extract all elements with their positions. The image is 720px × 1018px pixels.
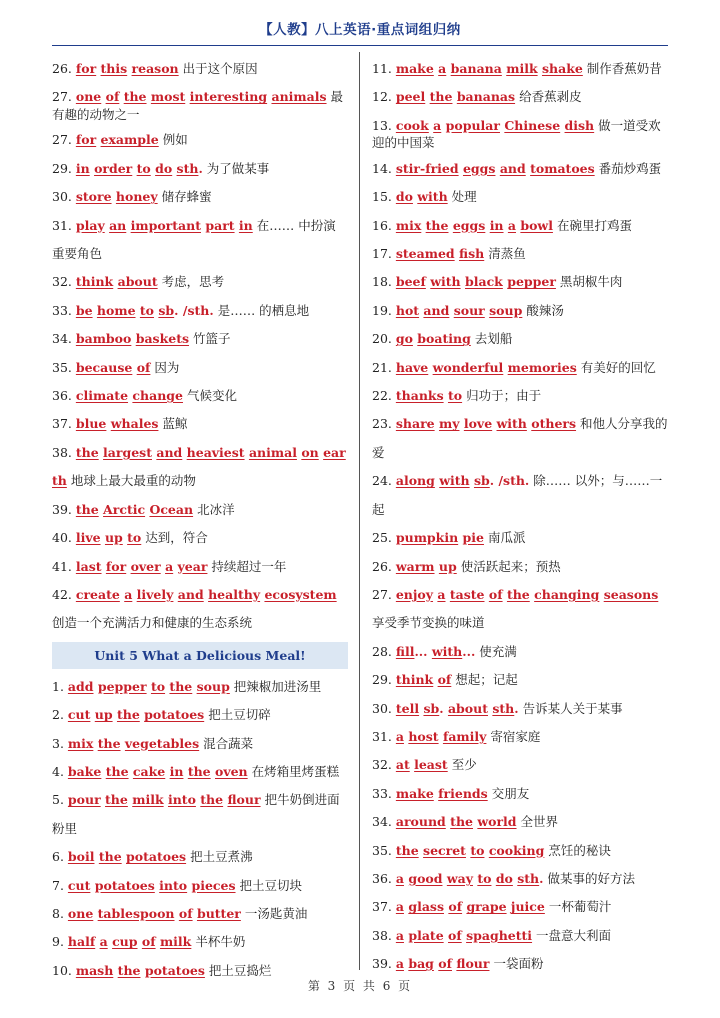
chinese-meaning: 使活跃起来；预热 xyxy=(460,558,561,574)
chinese-meaning: 把牛奶倒进面粉里 xyxy=(52,792,340,836)
phrase-entry xyxy=(52,872,348,900)
english-phrase: last for over a year xyxy=(75,558,208,574)
left-column xyxy=(52,55,348,985)
entry-number: 34. xyxy=(52,331,76,347)
english-phrase: steamed fish xyxy=(395,246,485,262)
chinese-meaning: 想起；记起 xyxy=(455,672,518,688)
chinese-meaning: 去划船 xyxy=(474,331,513,347)
english-phrase: a host family xyxy=(395,728,487,744)
entry-number: 23. xyxy=(372,416,396,432)
phrase-list-unit5 xyxy=(52,673,348,985)
phrase-entry xyxy=(372,382,668,410)
chinese-meaning: 处理 xyxy=(451,189,477,205)
phrase-entry xyxy=(52,496,348,524)
chinese-meaning: 考虑，思考 xyxy=(161,274,225,290)
entry-number: 8. xyxy=(52,905,68,921)
phrase-entry xyxy=(52,928,348,956)
entry-number: 1. xyxy=(52,678,68,694)
chinese-meaning: 最有趣的动物之一 xyxy=(52,89,344,122)
entry-number: 21. xyxy=(372,359,396,375)
chinese-meaning: 享受季节变换的味道 xyxy=(372,615,485,631)
entry-number: 2. xyxy=(52,707,68,723)
entry-number: 6. xyxy=(52,849,68,865)
entry-number: 12. xyxy=(372,89,396,105)
english-phrase: pumpkin pie xyxy=(395,530,484,546)
english-phrase: a good way to do sth. xyxy=(395,870,544,886)
chinese-meaning: 竹篮子 xyxy=(193,331,231,347)
chinese-meaning: 混合蔬菜 xyxy=(203,735,254,751)
chinese-meaning: 在烤箱里烤蛋糕 xyxy=(251,763,340,779)
entry-number: 37. xyxy=(372,899,396,915)
entry-number: 36. xyxy=(372,870,396,886)
phrase-entry xyxy=(372,155,668,183)
phrase-entry xyxy=(52,524,348,552)
phrase-entry xyxy=(372,808,668,836)
phrase-entry xyxy=(372,467,668,524)
english-phrase: thanks to xyxy=(395,388,463,404)
english-phrase: around the world xyxy=(395,814,517,830)
chinese-meaning: 把土豆切碎 xyxy=(208,707,271,723)
english-phrase: share my love with others xyxy=(395,416,577,432)
english-phrase: a glass of grape juice xyxy=(395,899,545,915)
entry-number: 4. xyxy=(52,763,68,779)
english-phrase: along with sb. /sth. xyxy=(395,473,530,489)
phrase-entry xyxy=(372,581,668,638)
phrase-entry xyxy=(372,55,668,83)
chinese-meaning: 告诉某人关于某事 xyxy=(522,700,623,716)
chinese-meaning: 半杯牛奶 xyxy=(195,934,246,950)
english-phrase: the secret to cooking xyxy=(395,842,545,858)
phrase-entry xyxy=(52,268,348,296)
unit-heading: Unit 5 What a Delicious Meal! xyxy=(52,642,348,669)
phrase-entry xyxy=(372,865,668,893)
phrase-entry xyxy=(372,354,668,382)
phrase-entry xyxy=(372,950,668,978)
phrase-entry xyxy=(372,524,668,552)
chinese-meaning: 地球上最大最重的动物 xyxy=(70,473,196,489)
english-phrase: pour the milk into the flour xyxy=(67,792,261,808)
english-phrase: the Arctic Ocean xyxy=(75,501,194,517)
entry-number: 14. xyxy=(372,160,396,176)
entry-number: 29. xyxy=(372,672,396,688)
header-divider xyxy=(52,45,668,46)
entry-number: 39. xyxy=(52,501,76,517)
english-phrase: peel the bananas xyxy=(395,89,516,105)
entry-number: 36. xyxy=(52,388,76,404)
entry-number: 18. xyxy=(372,274,396,290)
english-phrase: go boating xyxy=(395,331,471,347)
phrase-entry xyxy=(52,758,348,786)
right-column xyxy=(372,55,668,979)
english-phrase: hot and sour soup xyxy=(395,302,523,318)
english-phrase: have wonderful memories xyxy=(395,359,577,375)
phrase-list-right xyxy=(372,55,668,979)
english-phrase: bake the cake in the oven xyxy=(67,763,248,779)
english-phrase: fill... with... xyxy=(395,643,476,659)
english-phrase: one of the most interesting animals xyxy=(75,89,327,105)
phrase-entry xyxy=(372,922,668,950)
phrase-entry xyxy=(372,268,668,296)
phrase-entry xyxy=(372,297,668,325)
entry-number: 20. xyxy=(372,331,396,347)
chinese-meaning: 烹饪的秘诀 xyxy=(548,842,611,858)
phrase-entry xyxy=(372,893,668,921)
chinese-meaning: 达到，符合 xyxy=(145,530,208,546)
chinese-meaning: 把土豆切块 xyxy=(239,877,303,893)
english-phrase: climate change xyxy=(75,388,183,404)
entry-number: 25. xyxy=(372,530,396,546)
english-phrase: one tablespoon of butter xyxy=(67,905,241,921)
chinese-meaning: 除…… 以外；与……一起 xyxy=(372,473,663,517)
chinese-meaning: 出于这个原因 xyxy=(182,61,258,76)
entry-number: 33. xyxy=(372,785,396,801)
english-phrase: because of xyxy=(75,359,151,375)
entry-number: 35. xyxy=(372,842,396,858)
entry-number: 42. xyxy=(52,586,76,602)
chinese-meaning: 交朋友 xyxy=(491,785,530,801)
entry-number: 24. xyxy=(372,473,396,489)
phrase-entry xyxy=(52,55,348,83)
entry-number: 32. xyxy=(372,757,396,773)
english-phrase: half a cup of milk xyxy=(67,934,192,950)
chinese-meaning: 例如 xyxy=(162,132,188,148)
english-phrase: a bag of flour xyxy=(395,956,490,972)
chinese-meaning: 把土豆捣烂 xyxy=(208,962,272,978)
phrase-entry xyxy=(372,553,668,581)
entry-number: 27. xyxy=(52,132,76,148)
entry-number: 37. xyxy=(52,416,76,432)
entry-number: 32. xyxy=(52,274,76,290)
chinese-meaning: 做一道受欢迎的中国菜 xyxy=(372,117,661,151)
entry-number: 3. xyxy=(52,735,68,751)
phrase-entry xyxy=(52,843,348,871)
english-phrase: for this reason xyxy=(75,61,179,76)
english-phrase: do with xyxy=(395,189,448,205)
entry-number: 11. xyxy=(372,61,396,76)
english-phrase: play an important part in xyxy=(75,217,253,233)
phrase-entry xyxy=(372,695,668,723)
entry-number: 19. xyxy=(372,302,396,318)
entry-number: 30. xyxy=(52,189,76,205)
english-phrase: add pepper to the soup xyxy=(67,678,230,694)
english-phrase: the largest and heaviest animal on earth xyxy=(52,444,346,489)
chinese-meaning: 使充满 xyxy=(479,643,517,659)
phrase-entry xyxy=(372,723,668,751)
entry-number: 16. xyxy=(372,217,396,233)
chinese-meaning: 创造一个充满活力和健康的生态系统 xyxy=(52,615,253,631)
phrase-entry xyxy=(372,638,668,666)
phrase-entry xyxy=(52,581,348,638)
entry-number: 33. xyxy=(52,302,76,318)
english-phrase: live up to xyxy=(75,530,142,546)
phrase-entry xyxy=(52,701,348,729)
phrase-entry xyxy=(52,786,348,843)
english-phrase: create a lively and healthy ecosystem xyxy=(75,586,337,602)
entry-number: 34. xyxy=(372,814,396,830)
english-phrase: boil the potatoes xyxy=(67,849,187,865)
chinese-meaning: 酸辣汤 xyxy=(526,302,564,318)
chinese-meaning: 一杯葡萄汁 xyxy=(548,899,612,915)
chinese-meaning: 有美好的回忆 xyxy=(580,359,656,375)
english-phrase: cut potatoes into pieces xyxy=(67,877,236,893)
phrase-entry xyxy=(52,730,348,758)
english-phrase: at least xyxy=(395,757,448,773)
english-phrase: blue whales xyxy=(75,416,159,432)
phrase-entry xyxy=(52,553,348,581)
chinese-meaning: 因为 xyxy=(154,359,180,375)
phrase-list-left xyxy=(52,55,348,638)
phrase-entry xyxy=(52,155,348,183)
chinese-meaning: 在…… 中扮演重要角色 xyxy=(52,217,336,262)
phrase-entry xyxy=(372,410,668,467)
english-phrase: enjoy a taste of the changing seasons xyxy=(395,586,659,602)
entry-number: 28. xyxy=(372,643,396,659)
english-phrase: cook a popular Chinese dish xyxy=(395,117,595,133)
phrase-entry xyxy=(52,126,348,154)
phrase-entry xyxy=(52,900,348,928)
chinese-meaning: 为了做某事 xyxy=(206,160,270,176)
english-phrase: think of xyxy=(395,672,452,688)
chinese-meaning: 持续超过一年 xyxy=(211,558,287,574)
entry-number: 27. xyxy=(52,89,76,105)
entry-number: 9. xyxy=(52,934,68,950)
chinese-meaning: 给香蕉剥皮 xyxy=(519,89,582,105)
entry-number: 31. xyxy=(52,217,76,233)
english-phrase: in order to do sth. xyxy=(75,160,203,176)
english-phrase: mix the eggs in a bowl xyxy=(395,217,553,233)
phrase-entry xyxy=(52,673,348,701)
phrase-entry xyxy=(52,183,348,211)
english-phrase: a plate of spaghetti xyxy=(395,927,533,943)
english-phrase: mix the vegetables xyxy=(67,735,200,751)
english-phrase: bamboo baskets xyxy=(75,331,190,347)
chinese-meaning: 在碗里打鸡蛋 xyxy=(556,217,632,233)
phrase-entry xyxy=(372,240,668,268)
chinese-meaning: 和他人分享我的爱 xyxy=(372,416,668,460)
entry-number: 26. xyxy=(52,61,76,76)
english-phrase: beef with black pepper xyxy=(395,274,556,290)
english-phrase: store honey xyxy=(75,189,158,205)
entry-number: 31. xyxy=(372,728,396,744)
phrase-entry xyxy=(52,297,348,325)
english-phrase: make friends xyxy=(395,785,488,801)
column-divider xyxy=(359,52,360,970)
chinese-meaning: 蓝鲸 xyxy=(162,416,188,432)
chinese-meaning: 是…… 的栖息地 xyxy=(217,302,310,318)
phrase-entry xyxy=(52,325,348,353)
chinese-meaning: 把土豆煮沸 xyxy=(190,849,253,865)
english-phrase: cut up the potatoes xyxy=(67,707,205,723)
chinese-meaning: 储存蜂蜜 xyxy=(161,189,212,205)
entry-number: 35. xyxy=(52,359,76,375)
chinese-meaning: 归功于；由于 xyxy=(466,388,542,404)
chinese-meaning: 黑胡椒牛肉 xyxy=(559,274,623,290)
phrase-entry xyxy=(372,837,668,865)
entry-number: 15. xyxy=(372,189,396,205)
phrase-entry xyxy=(52,354,348,382)
english-phrase: mash the potatoes xyxy=(75,962,205,978)
entry-number: 39. xyxy=(372,956,396,972)
phrase-entry xyxy=(52,212,348,269)
chinese-meaning: 至少 xyxy=(451,757,477,773)
english-phrase: warm up xyxy=(395,558,457,574)
english-phrase: think about xyxy=(75,274,158,290)
chinese-meaning: 制作香蕉奶昔 xyxy=(586,61,662,76)
chinese-meaning: 番茄炒鸡蛋 xyxy=(598,160,662,176)
phrase-entry xyxy=(372,751,668,779)
entry-number: 7. xyxy=(52,877,68,893)
chinese-meaning: 做某事的好方法 xyxy=(547,870,636,886)
page-header-title: 【人教】八上英语·重点词组归纳 xyxy=(259,22,461,38)
phrase-entry xyxy=(372,212,668,240)
chinese-meaning: 北冰洋 xyxy=(197,501,235,517)
entry-number: 17. xyxy=(372,246,396,262)
phrase-entry xyxy=(372,112,668,155)
phrase-entry xyxy=(372,83,668,111)
chinese-meaning: 一盘意大利面 xyxy=(536,927,612,943)
phrase-entry xyxy=(372,183,668,211)
chinese-meaning: 一汤匙黄油 xyxy=(244,905,308,921)
entry-number: 5. xyxy=(52,792,68,808)
phrase-entry xyxy=(372,325,668,353)
entry-number: 27. xyxy=(372,586,396,602)
english-phrase: be home to sb. /sth. xyxy=(75,302,214,318)
chinese-meaning: 寄宿家庭 xyxy=(490,728,541,744)
english-phrase: stir-fried eggs and tomatoes xyxy=(395,160,595,176)
chinese-meaning: 把辣椒加进汤里 xyxy=(233,678,322,694)
phrase-entry xyxy=(52,83,348,126)
entry-number: 38. xyxy=(52,444,76,460)
english-phrase: tell sb. about sth. xyxy=(395,700,519,716)
chinese-meaning: 清蒸鱼 xyxy=(488,246,526,262)
entry-number: 29. xyxy=(52,160,76,176)
entry-number: 10. xyxy=(52,962,76,978)
chinese-meaning: 一袋面粉 xyxy=(493,956,544,972)
entry-number: 22. xyxy=(372,388,396,404)
entry-number: 13. xyxy=(372,117,396,133)
english-phrase: make a banana milk shake xyxy=(395,61,583,76)
entry-number: 30. xyxy=(372,700,396,716)
phrase-entry xyxy=(52,382,348,410)
phrase-entry xyxy=(52,439,348,496)
entry-number: 40. xyxy=(52,530,76,546)
chinese-meaning: 全世界 xyxy=(520,814,559,830)
chinese-meaning: 气候变化 xyxy=(186,388,237,404)
phrase-entry xyxy=(372,666,668,694)
chinese-meaning: 南瓜派 xyxy=(487,530,526,546)
page-footer: 第 3 页 共 6 页 xyxy=(307,979,413,993)
entry-number: 38. xyxy=(372,927,396,943)
phrase-entry xyxy=(52,410,348,438)
english-phrase: for example xyxy=(75,132,159,148)
phrase-entry xyxy=(372,780,668,808)
entry-number: 26. xyxy=(372,558,396,574)
entry-number: 41. xyxy=(52,558,76,574)
